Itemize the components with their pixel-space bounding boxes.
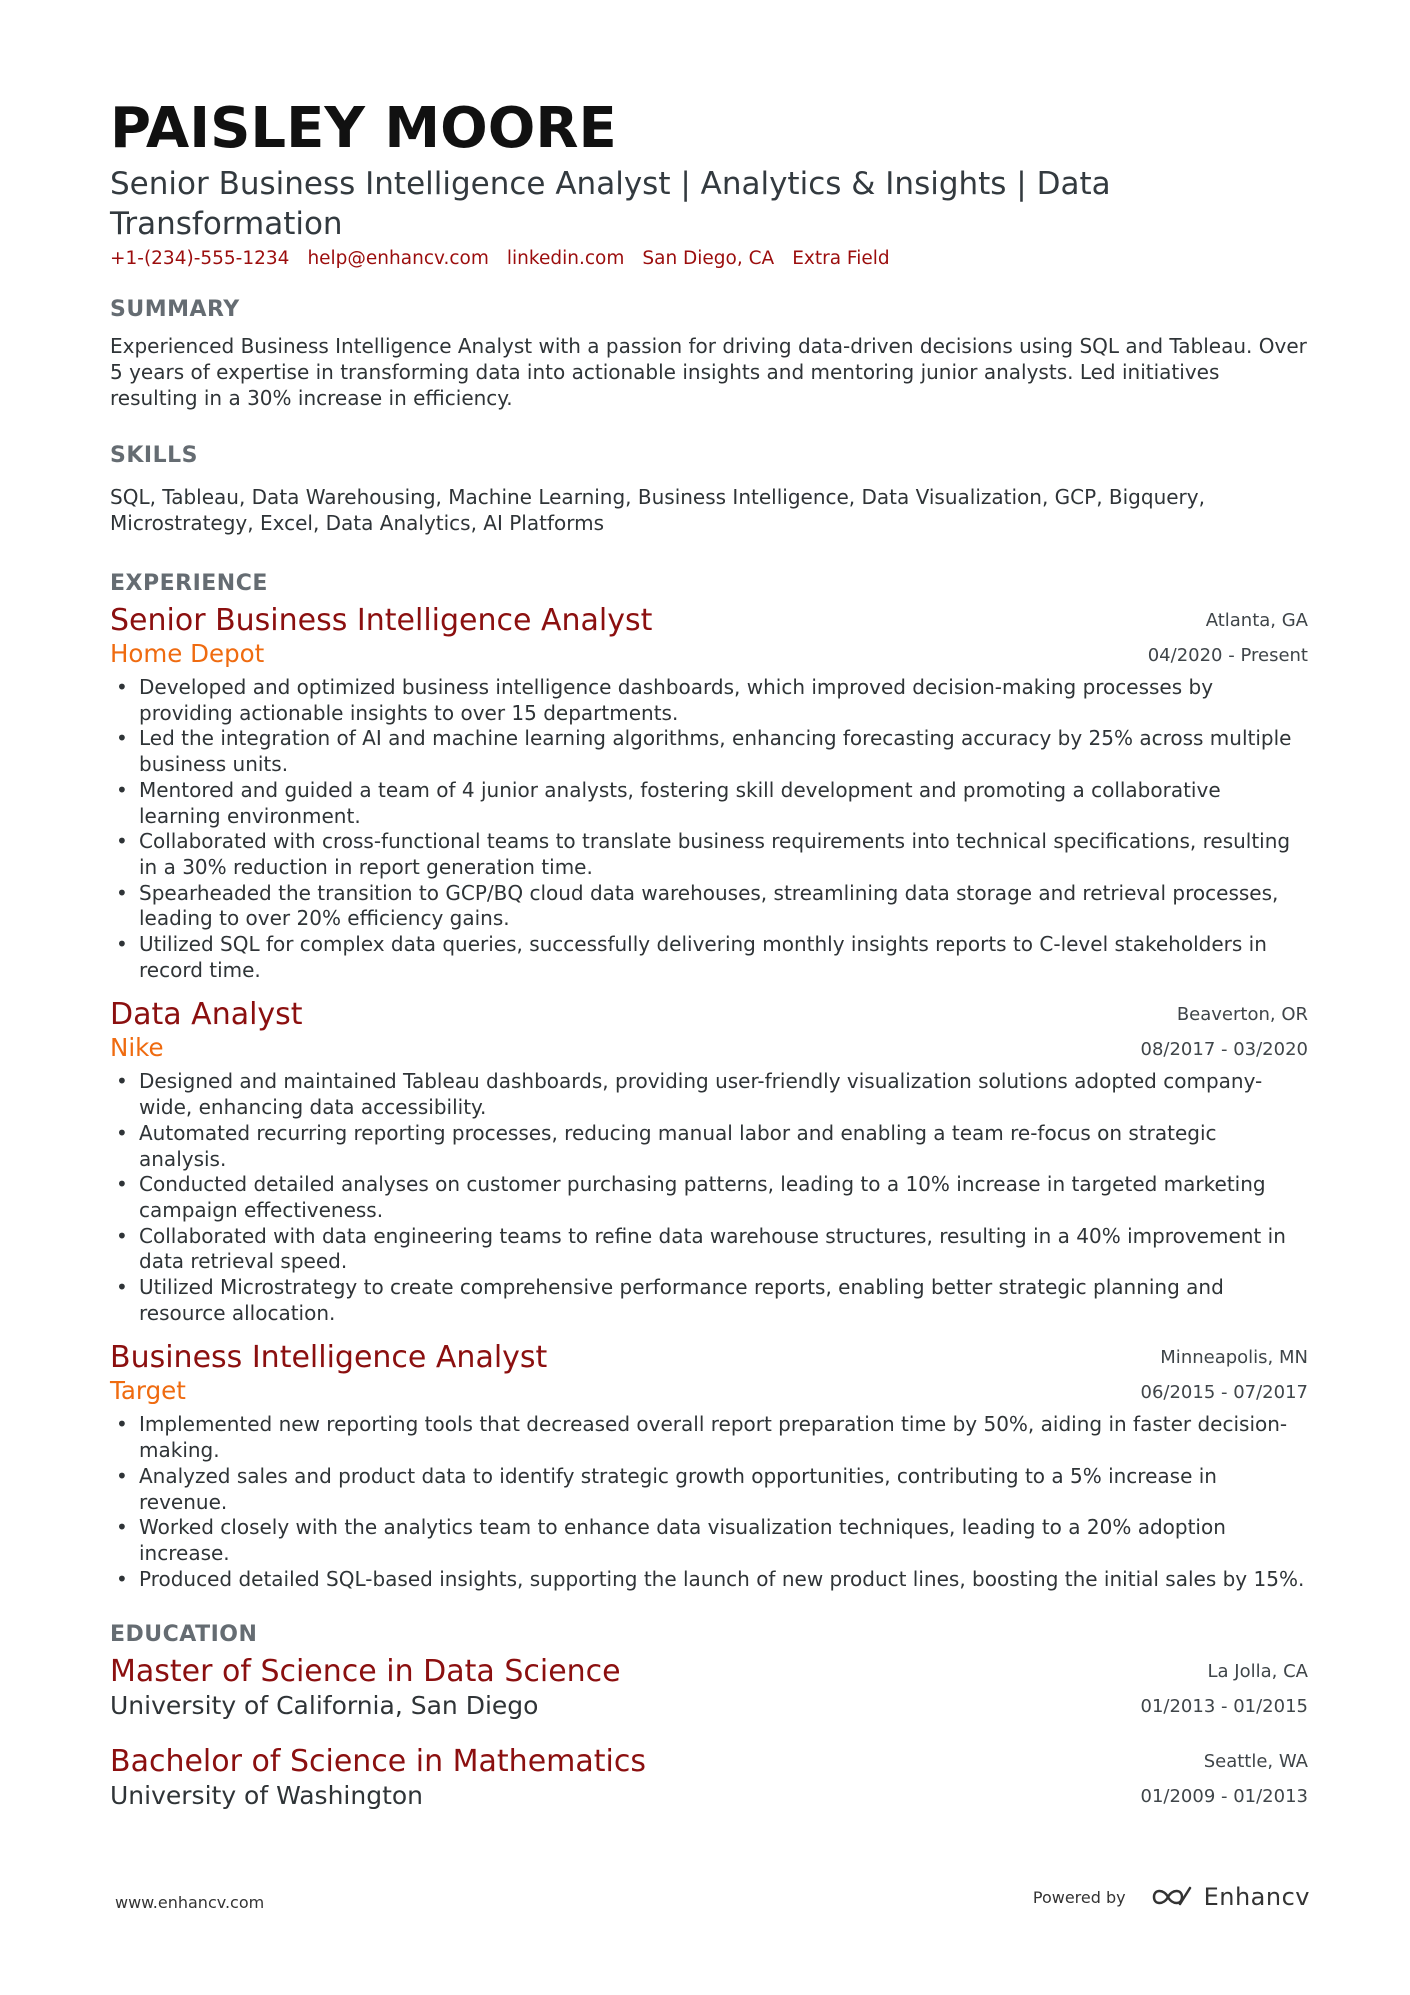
list-item: • Conducted detailed analyses on customer purchasing patterns, leading to a 10% increase in targeted marketing campaign effectiveness. (110, 1172, 1308, 1223)
summary-title: SUMMARY (110, 297, 240, 322)
company-name: Home Depot (110, 639, 265, 668)
list-item: • Implemented new reporting tools that decreased overall report preparation time by 50%, aiding in faster decision-making. (110, 1412, 1308, 1463)
company-name: Target (110, 1376, 186, 1406)
list-item: • Developed and optimized business intelligence dashboards, which improved decision-making processes by providing actionable insights to over 15 departments. (110, 675, 1308, 726)
footer-branding (1033, 1883, 1310, 1911)
list-item: • Utilized Microstrategy to create comprehensive performance reports, enabling better strategic planning and resource allocation. (110, 1275, 1308, 1326)
contact-email[interactable]: help@enhancv.com (307, 248, 489, 269)
school-location: Seattle, WA (1203, 1751, 1308, 1773)
job-bullets (110, 1069, 1308, 1326)
education-entry (110, 1654, 1308, 1724)
contact-row (110, 246, 1308, 272)
school-dates: 01/2009 - 01/2013 (1140, 1786, 1308, 1808)
enhancv-logo-icon (1150, 1884, 1196, 1910)
list-item: • Mentored and guided a team of 4 junior analysts, fostering skill development and promoting a collaborative learning environment. (110, 778, 1308, 829)
candidate-headline: Senior Business Intelligence Analyst | Analytics & Insights | Data Transformation (110, 166, 1111, 242)
job-bullets (110, 1412, 1308, 1592)
experience-section (110, 569, 1308, 1592)
skills-title: SKILLS (110, 443, 198, 468)
education-section (110, 1620, 1308, 1814)
summary-text: Experienced Business Intelligence Analyst with a passion for driving data-driven decisions using SQL and Tableau. Over 5 years of expertise in transforming data into actionable insights and mentoring junior analysts. Led initiatives resulting in a 30% increase in efficiency. (110, 334, 1307, 410)
list-item: • Worked closely with the analytics team to enhance data visualization techniques, leading to a 20% adoption increase. (110, 1515, 1308, 1566)
candidate-name: PAISLEY MOORE (110, 96, 617, 161)
list-item: • Led the integration of AI and machine learning algorithms, enhancing forecasting accuracy by 25% across multiple business units. (110, 726, 1308, 777)
degree-title: Master of Science in Data Science (110, 1654, 621, 1690)
company-name: Nike (110, 1033, 164, 1063)
school-dates: 01/2013 - 01/2015 (1140, 1696, 1308, 1718)
job-dates: 06/2015 - 07/2017 (1140, 1382, 1308, 1404)
list-item: • Collaborated with cross-functional teams to translate business requirements into technical specifications, resulting in a 30% reduction in report generation time. (110, 829, 1308, 880)
brand-name: Enhancv (1203, 1883, 1310, 1911)
school-location: La Jolla, CA (1207, 1661, 1308, 1683)
experience-entry (110, 603, 1308, 983)
list-item: • Spearheaded the transition to GCP/BQ cloud data warehouses, streamlining data storage and retrieval processes, leading to over 20% efficiency gains. (110, 881, 1308, 932)
list-item: • Designed and maintained Tableau dashboards, providing user-friendly visualization solutions adopted company-wide, enhancing data accessibility. (110, 1069, 1308, 1120)
degree-title: Bachelor of Science in Mathematics (110, 1744, 646, 1780)
school-name: University of California, San Diego (110, 1691, 539, 1721)
list-item: • Collaborated with data engineering teams to refine data warehouse structures, resulting in a 40% improvement in data retrieval speed. (110, 1224, 1308, 1275)
job-title: Business Intelligence Analyst (110, 1340, 548, 1376)
resume-header (110, 96, 1308, 272)
experience-entry (110, 997, 1308, 1326)
job-title: Senior Business Intelligence Analyst (110, 603, 653, 638)
education-entry (110, 1744, 1308, 1814)
contact-phone[interactable]: +1-(234)-555-1234 (110, 248, 290, 269)
list-item: • Automated recurring reporting processes, reducing manual labor and enabling a team re-focus on strategic analysis. (110, 1121, 1308, 1172)
resume-page (110, 96, 1308, 1814)
contact-location: San Diego, CA (642, 248, 775, 269)
job-title: Data Analyst (110, 997, 303, 1033)
summary-section (110, 295, 1308, 411)
contact-extra-field: Extra Field (792, 248, 890, 269)
contact-linkedin[interactable]: linkedin.com (506, 248, 625, 269)
experience-title: EXPERIENCE (110, 571, 268, 596)
powered-by-label: Powered by (1032, 1887, 1126, 1907)
list-item: • Produced detailed SQL-based insights, supporting the launch of new product lines, boosting the initial sales by 15%. (110, 1567, 1308, 1593)
job-bullets (110, 675, 1308, 983)
job-location: Minneapolis, MN (1160, 1347, 1308, 1369)
education-title: EDUCATION (110, 1622, 258, 1648)
experience-entry (110, 1340, 1308, 1592)
footer-website[interactable]: www.enhancv.com (115, 1893, 265, 1912)
job-location: Beaverton, OR (1176, 1004, 1308, 1026)
job-dates: 08/2017 - 03/2020 (1140, 1039, 1308, 1061)
skills-section (110, 441, 1308, 536)
list-item: • Analyzed sales and product data to identify strategic growth opportunities, contributing to a 5% increase in revenue. (110, 1464, 1308, 1515)
school-name: University of Washington (110, 1781, 424, 1811)
skills-text: SQL, Tableau, Data Warehousing, Machine Learning, Business Intelligence, Data Visualization, GCP, Bigquery, Microstrategy, Excel, Data Analytics, AI Platforms (110, 485, 1205, 535)
list-item: • Utilized SQL for complex data queries, successfully delivering monthly insights reports to C-level stakeholders in record time. (110, 932, 1308, 983)
job-dates: 04/2020 - Present (1147, 645, 1308, 666)
brand-link[interactable] (1150, 1883, 1310, 1911)
job-location: Atlanta, GA (1205, 610, 1308, 631)
